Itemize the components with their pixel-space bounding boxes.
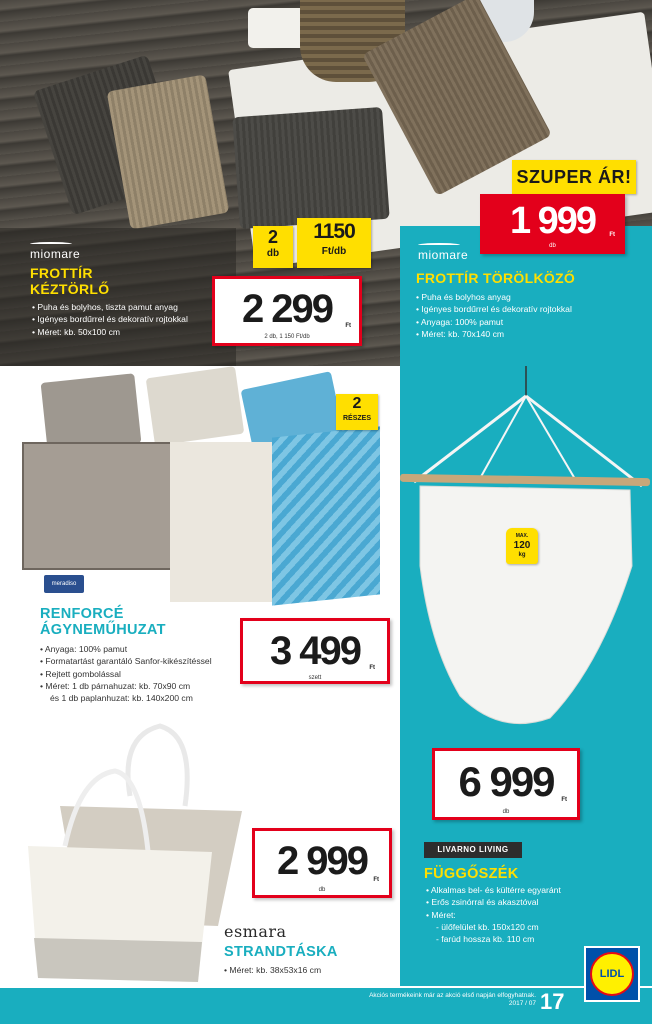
bullet: • Formatartást garantáló Sanfor-kikészítéssel (40, 655, 212, 667)
rope-left (414, 396, 526, 482)
quantity-badge: 2 db (253, 226, 293, 268)
bullet: • Anyaga: 100% pamut (40, 643, 212, 655)
wave-icon (30, 242, 72, 246)
parts-badge: 2 RÉSZES (336, 394, 378, 430)
blue-duvet (272, 426, 380, 605)
bullet: • Méret: kb. 38x53x16 cm (224, 964, 321, 976)
bullet: • Anyaga: 100% pamut (416, 316, 572, 328)
price-box-kéztörlő: 2 299 Ft 2 db, 1 150 Ft/db (212, 276, 362, 346)
bullet-list (224, 964, 321, 976)
price-box-ágyneműhuzat: 3 499 Ft szett (240, 618, 390, 684)
beach-bag-image (20, 716, 250, 984)
bullet: • Méret: kb. 70x140 cm (416, 328, 572, 340)
sub-bullet: - farúd hossza kb. 110 cm (436, 934, 535, 945)
bullet: • Puha és bolyhos anyag (416, 291, 572, 303)
price-box-törölköző: 1 999 Ft db (480, 194, 625, 254)
rope-mid-left (478, 396, 526, 482)
grey-towel (232, 107, 389, 229)
sub-bullet: - ülőfelület kb. 150x120 cm (436, 921, 539, 932)
folded-towel (248, 8, 308, 48)
wave-icon (418, 243, 460, 247)
bullet: • Méret: kb. 50x100 cm (32, 326, 188, 338)
lidl-logo: LIDL (584, 946, 640, 1002)
bullet: • Alkalmas bel- és kültérre egyaránt (426, 884, 561, 896)
hammock-seat (420, 486, 632, 724)
price-box-strandtáska: 2 999 Ft db (252, 828, 392, 898)
bullet-list (426, 884, 561, 945)
bullet: • Igényes bordűrrel és dekoratív rojtokkal (32, 313, 188, 325)
product-title-strandtáska: STRANDTÁSKA (224, 944, 338, 960)
bullet: • Erős zsinórral és akasztóval (426, 896, 561, 908)
product-title-függőszék: FÜGGŐSZÉK (424, 866, 519, 882)
brand-meradiso: meradiso (44, 575, 84, 593)
price-box-függőszék: 6 999 Ft db (432, 748, 580, 820)
unit-price-badge: 1150 Ft/db (297, 218, 371, 268)
white-pillow (146, 366, 245, 446)
super-price-badge: SZUPER ÁR! (512, 160, 636, 194)
grey-duvet (22, 442, 188, 570)
brand-esmara: esmara (224, 922, 287, 941)
wooden-bar (400, 474, 650, 486)
bullet: • Igényes bordűrrel és dekoratív rojtokkal (416, 303, 572, 315)
product-title-törölköző: FROTTÍR TÖRÖLKÖZŐ (416, 270, 576, 286)
bullet-list (32, 301, 188, 338)
rope-mid-right (526, 396, 578, 484)
max-weight-icon: MAX. 120 kg (506, 528, 538, 564)
brand-miomare: miomare (30, 242, 80, 261)
bullet: • Puha és bolyhos, tiszta pamut anyag (32, 301, 188, 313)
brand-livarno: LIVARNO LIVING (424, 842, 522, 858)
bullet: • Méret: 1 db párnahuzat: kb. 70x90 cm (40, 680, 212, 692)
rope-right (526, 396, 642, 486)
beige-towel (107, 74, 230, 229)
bullet: • Méret: (426, 909, 561, 921)
footer-note: Akciós termékeink már az akció első napján elfogyhatnak. 2017 / 07 (369, 992, 536, 1007)
bullet-list (416, 291, 572, 340)
bullet: • Rejtett gombolással (40, 668, 212, 680)
brand-miomare: miomare (418, 243, 468, 262)
bullet-list (40, 643, 212, 704)
grey-pillow (41, 373, 142, 452)
front-bag-bottom (34, 938, 202, 982)
product-title-ágyneműhuzat: RENFORCÉ ÁGYNEMŰHUZAT (40, 606, 166, 638)
bullet-continuation: és 1 db paplanhuzat: kb. 140x200 cm (50, 693, 193, 704)
page-number: 17 (540, 989, 565, 1014)
product-title-kéztörlő: FROTTÍR KÉZTÖRLŐ (30, 265, 110, 297)
